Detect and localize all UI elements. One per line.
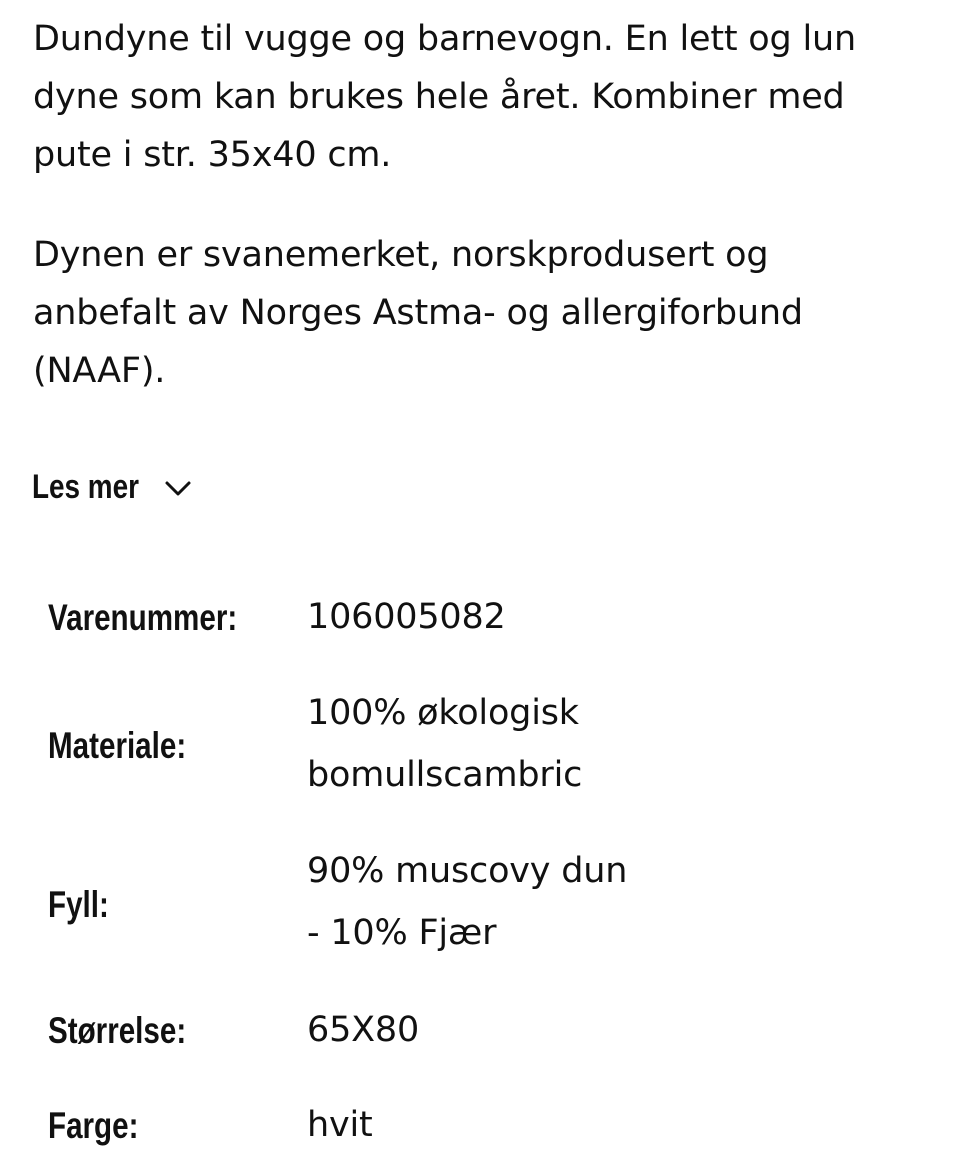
spec-value-material: 100% økologisk bomullscambric [307,693,583,795]
description-paragraph: Dynen er svanemerket, norskprodusert og anbefalt av Norges Astma- og allergiforbund (NAAF). [33,235,803,391]
spec-value-item-number: 106005082 [307,597,506,637]
chevron-down-icon [162,477,194,499]
spec-value-size: 65X80 [307,1010,420,1050]
spec-value-filling: 90% muscovy dun - 10% Fjær [307,851,628,953]
spec-value-color: hvit [307,1105,373,1145]
description-paragraph: Dundyne til vugge og barnevogn. En lett og lun dyne som kan brukes hele året. Kombiner med pute i str. 35x40 cm. [33,19,856,175]
spec-label-material: Materiale: [48,725,187,766]
spec-label-size: Størrelse: [48,1010,187,1051]
read-more-button[interactable] [32,462,194,512]
spec-label-item-number: Varenummer: [48,597,238,638]
read-more-label: Les mer [32,467,139,506]
spec-label-color: Farge: [48,1105,139,1146]
spec-label-filling: Fyll: [48,884,109,925]
